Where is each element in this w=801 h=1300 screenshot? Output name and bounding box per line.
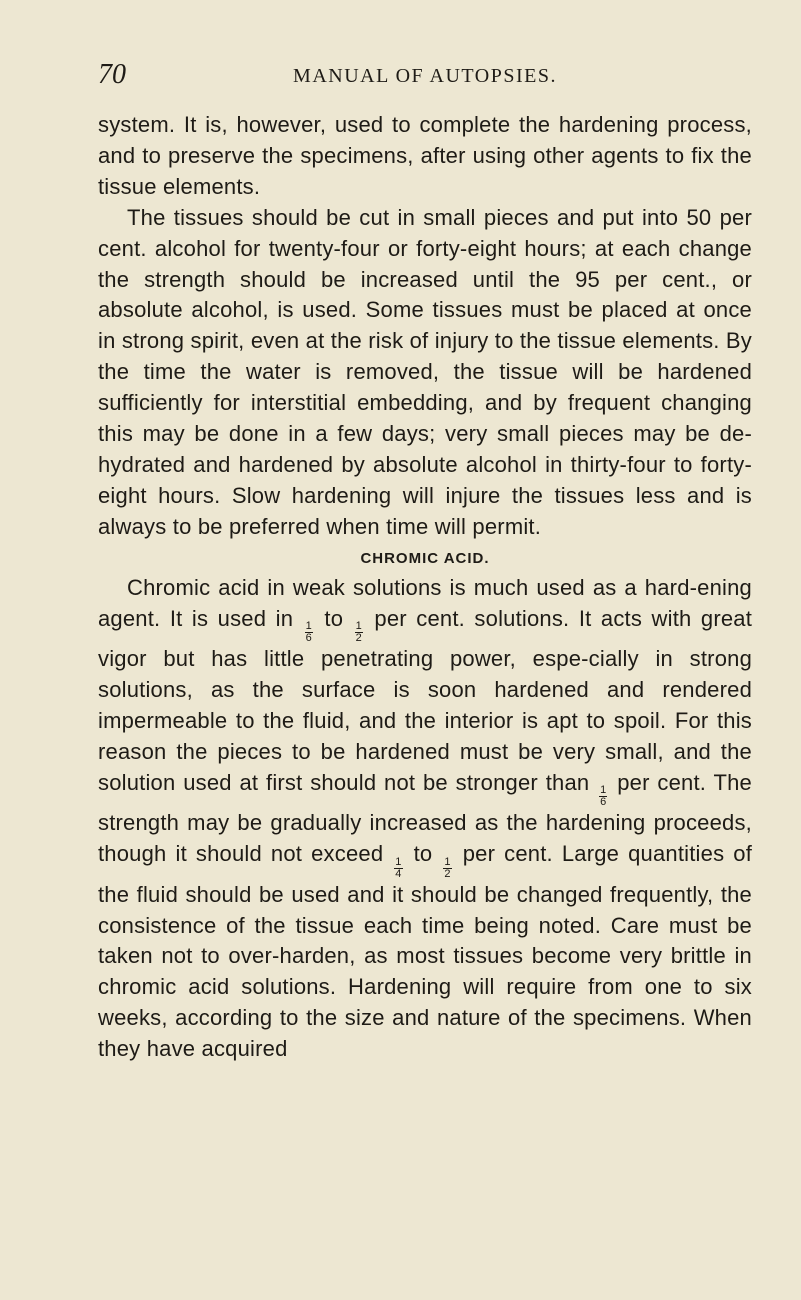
fraction-denominator: 2 xyxy=(444,867,451,880)
fraction-one-sixth xyxy=(599,785,607,808)
fraction-denominator: 6 xyxy=(600,796,607,809)
section-heading: CHROMIC ACID. xyxy=(360,549,490,567)
text-body xyxy=(98,110,752,1065)
running-head xyxy=(98,52,752,92)
paragraph-continuation: system. It is, however, used to complete the hardening process, and to preserve the specimens, after using other agents to fix the tissue elements. xyxy=(98,112,752,199)
fraction-numerator: 1 xyxy=(600,784,607,797)
text-run: per cent. Large quantities of the fluid should be used and it should be changed frequently, the consistence of the tissue each time being noted. Care must be taken not to over-harden, as most tissues become very brittle in chromic acid solutions. Hardening will require from one to six weeks, according to the size and nature of the specimens. When they have acquired xyxy=(98,841,753,1062)
fraction-one-quarter xyxy=(394,857,402,880)
text-run: per cent. The strength may be gradually increased as the hardening proceeds, though it should not exceed xyxy=(98,769,752,867)
fraction-denominator: 6 xyxy=(305,632,312,645)
paragraph-tissue-cutting: The tissues should be cut in small pieces and put into 50 per cent. alcohol for twenty-four or forty-eight hours; at each change the strength should be increased until the 95 per cent., or absolute alcohol, is used. Some tissues must be placed at once in strong spirit, even at the risk of injury to the tissue elements. By the time the water is removed, the tissue will be hardened sufficiently for interstitial embedding, and by frequent changing this may be done in a few days; very small pieces may be de-hydrated and hardened by absolute alcohol in thirty-four to forty-eight hours. Slow hardening will injure the tissues less and is always to be preferred when time will permit. xyxy=(98,204,752,539)
fraction-one-sixth xyxy=(305,621,313,644)
page-number: 70 xyxy=(98,59,126,90)
fraction-one-half xyxy=(443,857,451,880)
text-run: to xyxy=(324,605,344,631)
text-run: Chromic acid in weak solutions is much used as a hard-ening agent. It is used in xyxy=(98,574,752,631)
paragraph-chromic-acid xyxy=(98,573,752,1065)
book-page xyxy=(98,52,752,1065)
fraction-numerator: 1 xyxy=(395,855,402,868)
running-title: MANUAL OF AUTOPSIES. xyxy=(293,65,557,87)
fraction-numerator: 1 xyxy=(355,620,362,633)
fraction-one-half xyxy=(355,621,363,644)
fraction-denominator: 2 xyxy=(355,632,362,645)
text-run: to xyxy=(413,841,433,867)
fraction-numerator: 1 xyxy=(305,620,312,633)
fraction-denominator: 4 xyxy=(395,867,402,880)
fraction-numerator: 1 xyxy=(444,855,451,868)
text-run: per cent. solutions. It acts with great vigor but has little penetrating power, espe-cially in strong solutions, as the surface is soon hardened and rendered impermeable to the fluid, and the interior is apt to spoil. For this reason the pieces to be hardened must be very small, and the solution used at first should not be stronger than xyxy=(98,605,753,795)
